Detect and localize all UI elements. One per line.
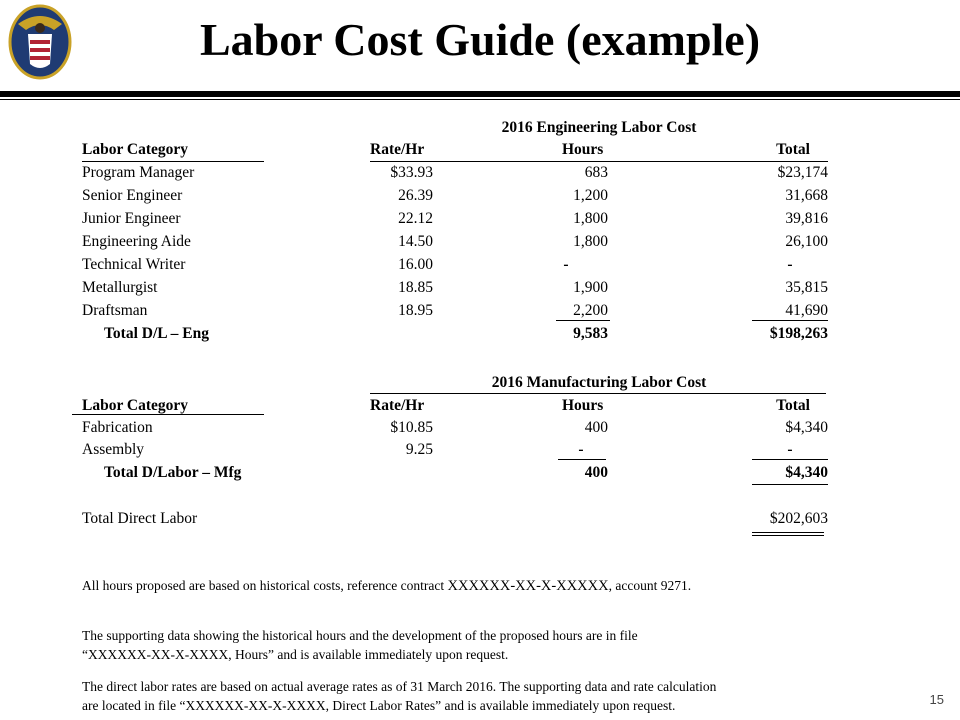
direct-labor-label: Total Direct Labor xyxy=(82,510,198,527)
row-rate: 22.12 xyxy=(398,210,433,227)
total-subtotal-rule xyxy=(752,459,828,460)
row-hours: 1,800 xyxy=(573,233,608,250)
total-amount: $198,263 xyxy=(769,325,828,342)
row-total: 41,690 xyxy=(785,302,828,319)
total-hours: 400 xyxy=(584,464,608,481)
row-category: Junior Engineer xyxy=(82,210,181,227)
contract-number: XXXXXX-XX-X-XXXXX xyxy=(447,578,609,594)
row-total: 26,100 xyxy=(785,233,828,250)
note-text: , account 9271. xyxy=(608,578,692,593)
col-header-hours: Hours xyxy=(562,397,604,414)
row-hours: 683 xyxy=(584,164,608,181)
col-header-total: Total xyxy=(776,141,810,158)
total-amount: $4,340 xyxy=(785,464,828,481)
row-category: Assembly xyxy=(82,441,144,458)
manufacturing-heading-underline xyxy=(370,393,826,394)
total-subtotal-rule xyxy=(752,320,828,321)
total-label: Total D/Labor – Mfg xyxy=(104,464,242,481)
page-title: Labor Cost Guide (example) xyxy=(199,14,761,65)
row-category: Fabrication xyxy=(82,419,153,436)
note-supporting-data-line1: The supporting data showing the historical hours and the development of the proposed hours are in file xyxy=(82,628,638,643)
row-rate: 9.25 xyxy=(405,441,433,458)
row-hours: - xyxy=(578,441,584,458)
row-total: 35,815 xyxy=(785,279,828,296)
note-text: All hours proposed are based on historical costs, reference contract xyxy=(82,578,448,593)
row-hours: 1,200 xyxy=(573,187,608,204)
hours-subtotal-rule xyxy=(556,320,610,321)
category-header-underline xyxy=(72,414,264,415)
row-total: $23,174 xyxy=(777,164,828,181)
row-category: Program Manager xyxy=(82,164,195,181)
category-header-underline xyxy=(82,161,264,162)
header-underline xyxy=(370,161,828,162)
row-rate: 26.39 xyxy=(398,187,433,204)
title-divider xyxy=(0,91,960,97)
row-rate: $10.85 xyxy=(390,419,433,436)
col-header-total: Total xyxy=(776,397,810,414)
row-total: - xyxy=(787,441,793,458)
hours-subtotal-rule xyxy=(558,459,606,460)
col-header-category: Labor Category xyxy=(82,397,189,414)
total-hours: 9,583 xyxy=(573,325,608,342)
row-hours: 1,900 xyxy=(573,279,608,296)
row-hours: 2,200 xyxy=(573,302,608,319)
double-rule-top xyxy=(752,532,824,533)
manufacturing-heading: 2016 Manufacturing Labor Cost xyxy=(491,374,707,391)
row-category: Metallurgist xyxy=(82,279,158,296)
row-category: Draftsman xyxy=(82,302,148,319)
total-amount-underline xyxy=(752,484,828,485)
page-number: 15 xyxy=(929,692,944,707)
note-historical-costs xyxy=(82,576,691,596)
row-category: Senior Engineer xyxy=(82,187,183,204)
note-supporting-data-line2: “XXXXXX-XX-X-XXXX, Hours” and is available immediately upon request. xyxy=(82,647,509,662)
col-header-rate: Rate/Hr xyxy=(370,141,425,158)
title-divider-thin xyxy=(0,99,960,100)
direct-labor-total: $202,603 xyxy=(769,510,828,527)
row-rate: $33.93 xyxy=(390,164,433,181)
col-header-category: Labor Category xyxy=(82,141,189,158)
row-category: Technical Writer xyxy=(82,256,186,273)
row-rate: 16.00 xyxy=(398,256,433,273)
double-rule-bottom xyxy=(752,535,824,536)
row-total: $4,340 xyxy=(785,419,828,436)
note-labor-rates-line2: are located in file “XXXXXX-XX-X-XXXX, Direct Labor Rates” and is available immediately upon request. xyxy=(82,698,676,713)
total-label: Total D/L – Eng xyxy=(104,325,209,342)
row-hours: 1,800 xyxy=(573,210,608,227)
row-rate: 18.95 xyxy=(398,302,433,319)
row-hours: - xyxy=(563,256,569,273)
row-rate: 14.50 xyxy=(398,233,433,250)
row-total: 31,668 xyxy=(785,187,828,204)
col-header-rate: Rate/Hr xyxy=(370,397,425,414)
row-category: Engineering Aide xyxy=(82,233,191,250)
engineering-heading: 2016 Engineering Labor Cost xyxy=(501,119,697,136)
col-header-hours: Hours xyxy=(562,141,604,158)
row-total: - xyxy=(787,256,793,273)
row-rate: 18.85 xyxy=(398,279,433,296)
row-total: 39,816 xyxy=(785,210,828,227)
note-labor-rates-line1: The direct labor rates are based on actual average rates as of 31 March 2016. The supporting data and rate calculation xyxy=(82,679,717,694)
row-hours: 400 xyxy=(584,419,608,436)
